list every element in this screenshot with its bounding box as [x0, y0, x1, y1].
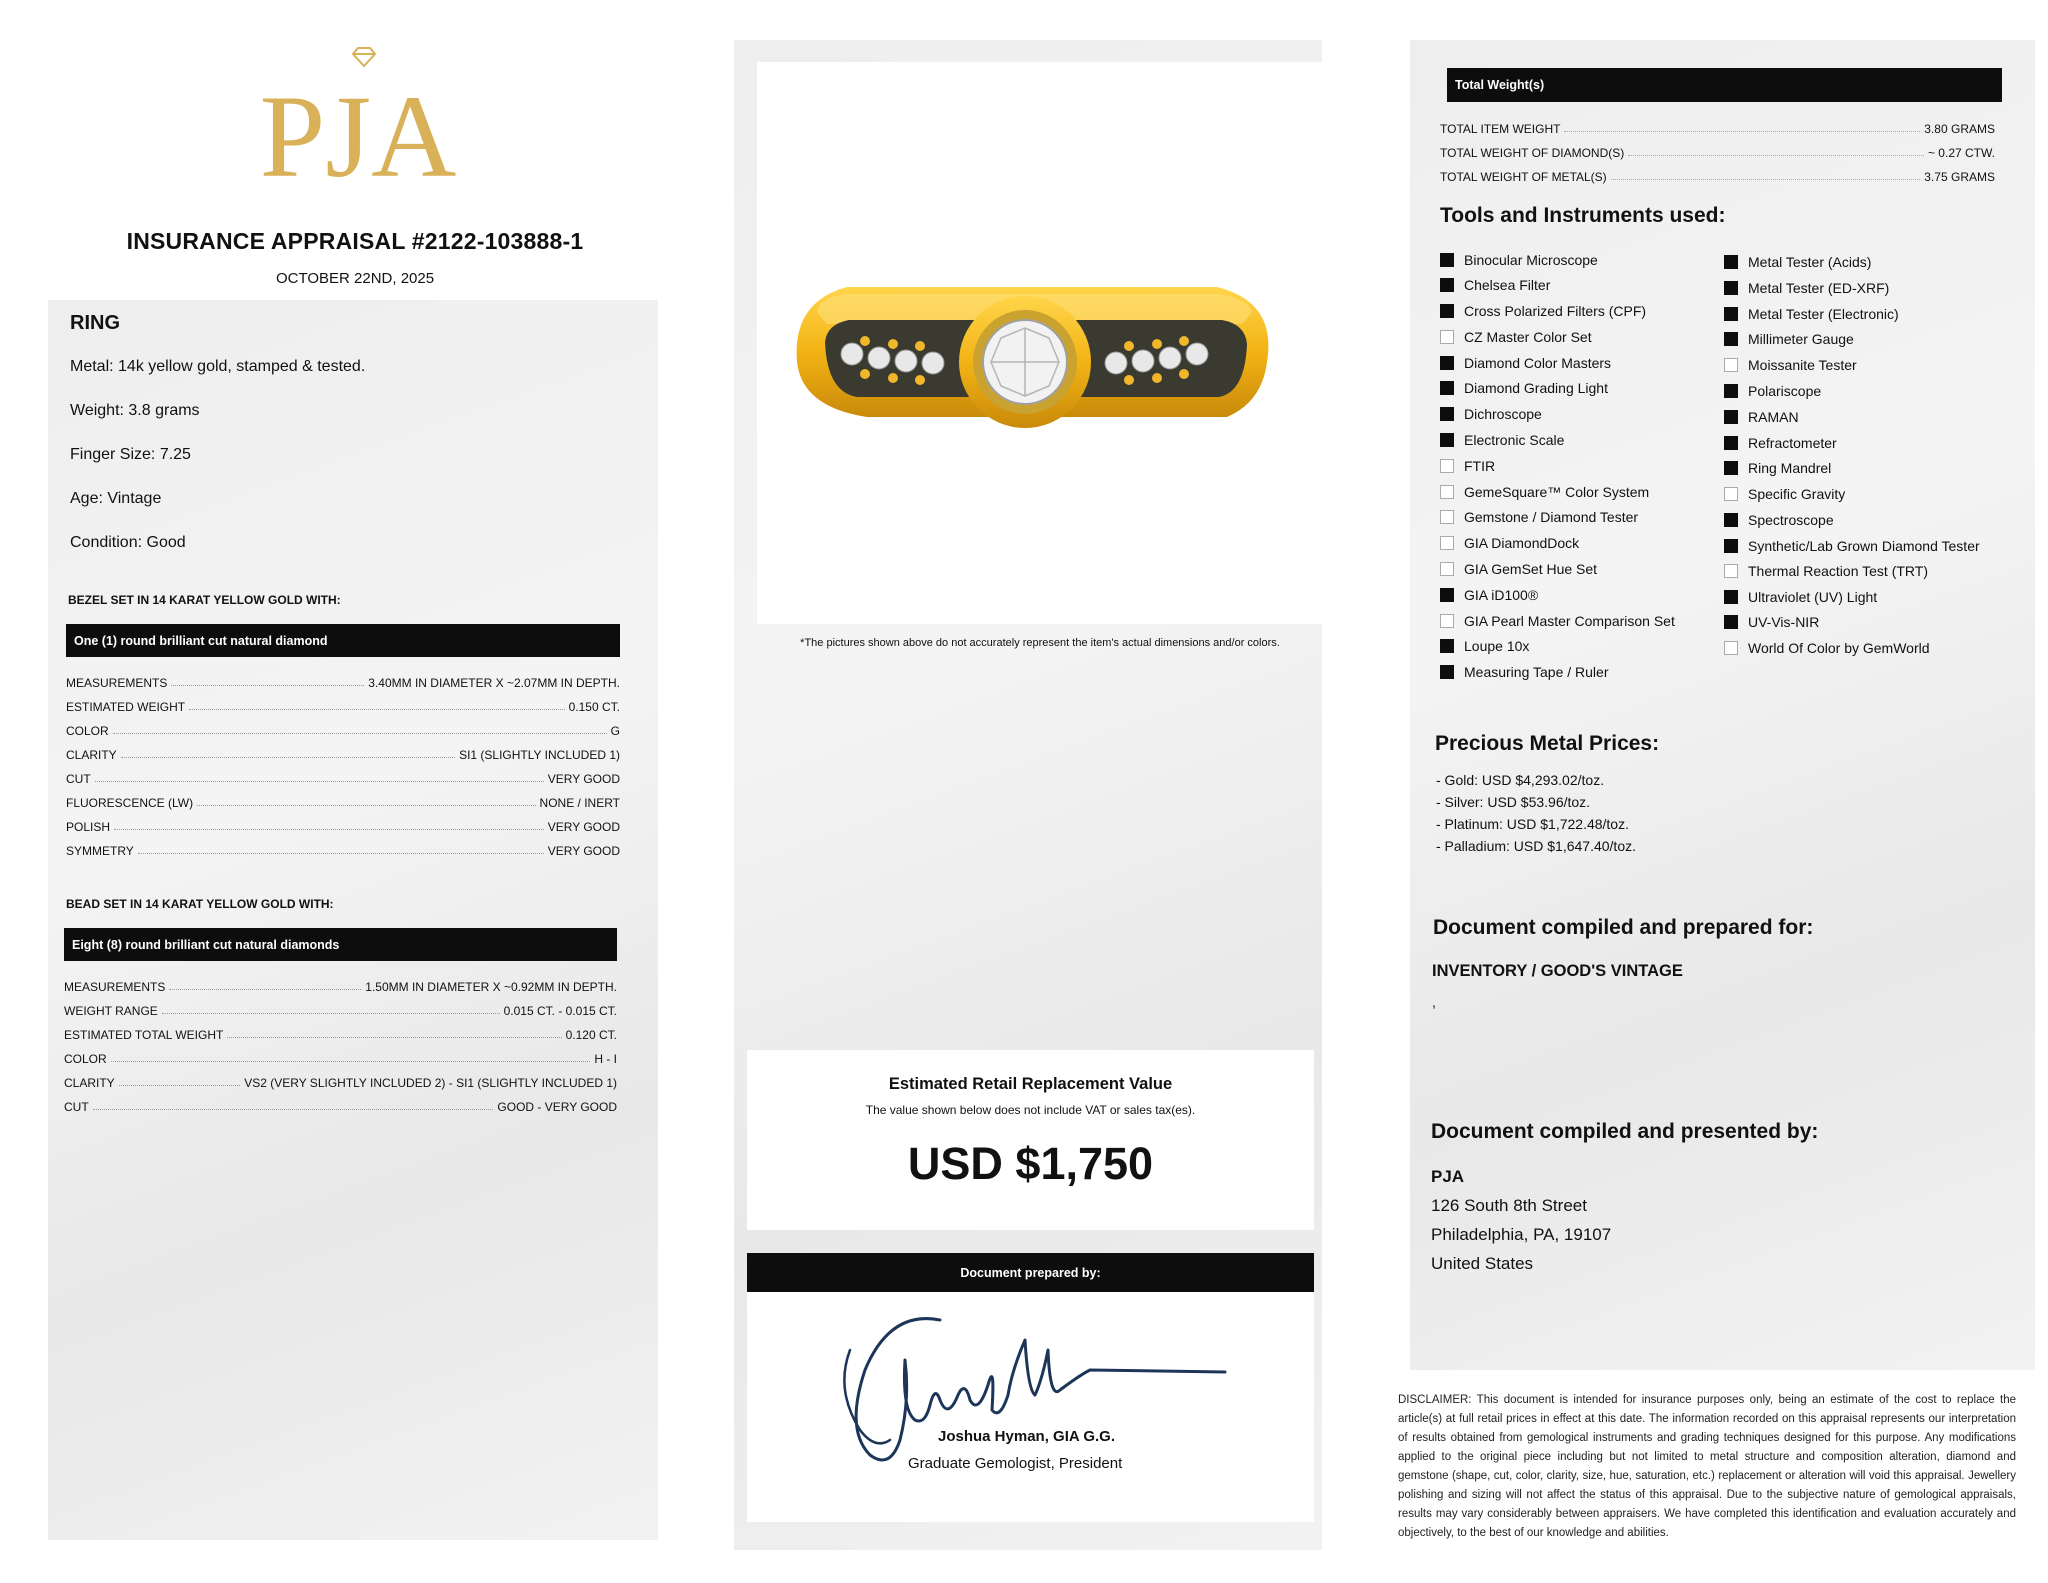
- tool-item: [1440, 484, 1649, 500]
- tool-label: Polariscope: [1748, 383, 1822, 399]
- checkbox-icon: [1440, 485, 1454, 499]
- checkbox-icon: [1440, 407, 1454, 421]
- tool-item: [1440, 252, 1598, 268]
- tool-label: GIA DiamondDock: [1464, 535, 1580, 551]
- tool-item: [1724, 331, 1854, 347]
- tool-label: Refractometer: [1748, 435, 1837, 451]
- checkbox-icon: [1440, 536, 1454, 550]
- tool-item: [1724, 254, 1871, 270]
- disclaimer-text: DISCLAIMER: This document is intended for insurance purposes only, being an estimate of the cost to replace the article(s) at full retail prices in effect at this date. The information recorded on this appraisal represents our interpretation of results obtained from gemological instruments and grading techniques designed for this purpose. Any modifications applied to the original piece including but not limited to metal structure and composition alteration, diamond and gemstone (shape, cut, color, clarity, size, hue, saturation, etc.) replacement or alteration will void this appraisal. Jewellery polishing and sizing will not affect the status of this appraisal. Due to the subjective nature of gemological appraisals, results may vary considerably between appraisers. We have completed this identification and evaluation accurately and objectively, to the best of our knowledge and abilities.: [1398, 1394, 2016, 1539]
- tool-label: Metal Tester (ED-XRF): [1748, 280, 1890, 296]
- tool-label: Moissanite Tester: [1748, 357, 1857, 373]
- spec-row: [66, 742, 620, 762]
- weight-value: 3.80 GRAMS: [1924, 122, 1995, 136]
- spec-value: G: [610, 724, 620, 738]
- checkbox-icon: [1440, 614, 1454, 628]
- tool-label: CZ Master Color Set: [1464, 329, 1592, 345]
- tool-label: Synthetic/Lab Grown Diamond Tester: [1748, 538, 1980, 554]
- checkbox-icon: [1724, 358, 1738, 372]
- spec-label: MEASUREMENTS: [66, 676, 168, 690]
- tool-label: UV-Vis-NIR: [1748, 614, 1820, 630]
- tool-label: Chelsea Filter: [1464, 277, 1551, 293]
- diamond-icon: [258, 44, 458, 184]
- spec-value: H - I: [594, 1052, 617, 1066]
- checkbox-icon: [1440, 562, 1454, 576]
- weight-label: TOTAL WEIGHT OF METAL(S): [1440, 170, 1607, 184]
- tool-label: Millimeter Gauge: [1748, 331, 1854, 347]
- checkbox-icon: [1724, 461, 1738, 475]
- checkbox-icon: [1440, 330, 1454, 344]
- tool-item: [1724, 306, 1899, 322]
- checkbox-icon: [1440, 639, 1454, 653]
- tool-item: [1724, 614, 1819, 630]
- spec-value: VERY GOOD: [547, 772, 620, 786]
- tool-item: [1440, 613, 1675, 629]
- checkbox-icon: [1724, 255, 1738, 269]
- prepared-for-title: Document compiled and prepared for:: [1433, 916, 1814, 939]
- company-name: PJA: [1431, 1167, 1465, 1186]
- spec-label: ESTIMATED TOTAL WEIGHT: [64, 1028, 224, 1042]
- tool-item: [1724, 538, 1980, 554]
- presented-by-title: Document compiled and presented by:: [1431, 1120, 1819, 1143]
- tool-item: [1440, 380, 1608, 396]
- address-street: 126 South 8th Street: [1431, 1196, 1587, 1215]
- tool-label: FTIR: [1464, 458, 1496, 474]
- tool-item: [1440, 638, 1529, 654]
- tool-label: Spectroscope: [1748, 512, 1834, 528]
- spec-row: [64, 974, 617, 994]
- spec-row: [66, 814, 620, 834]
- checkbox-icon: [1440, 665, 1454, 679]
- tool-label: World Of Color by GemWorld: [1748, 640, 1930, 656]
- spec-value: 0.150 CT.: [568, 700, 620, 714]
- tool-item: [1440, 355, 1611, 371]
- checkbox-icon: [1440, 510, 1454, 524]
- spec-label: ESTIMATED WEIGHT: [66, 700, 186, 714]
- tool-label: Gemstone / Diamond Tester: [1464, 509, 1639, 525]
- tool-item: [1724, 435, 1837, 451]
- tool-item: [1440, 329, 1592, 345]
- tool-label: Metal Tester (Electronic): [1748, 306, 1899, 322]
- tool-label: Ring Mandrel: [1748, 460, 1832, 476]
- side-stones-section-title: BEAD SET IN 14 KARAT YELLOW GOLD WITH:: [66, 897, 334, 911]
- spec-label: COLOR: [66, 724, 109, 738]
- tool-label: GIA iD100®: [1464, 587, 1539, 603]
- signature-image: [830, 1300, 1230, 1480]
- checkbox-icon: [1440, 304, 1454, 318]
- spec-row: [64, 1070, 617, 1090]
- spec-label: CLARITY: [64, 1076, 115, 1090]
- checkbox-icon: [1724, 307, 1738, 321]
- tool-label: Diamond Color Masters: [1464, 355, 1612, 371]
- checkbox-icon: [1724, 384, 1738, 398]
- tool-label: GIA Pearl Master Comparison Set: [1464, 613, 1675, 629]
- metal-price-gold: - Gold: USD $4,293.02/toz.: [1436, 772, 1605, 788]
- checkbox-icon: [1724, 436, 1738, 450]
- tool-item: [1724, 589, 1877, 605]
- tool-label: Metal Tester (Acids): [1748, 254, 1872, 270]
- tool-label: Measuring Tape / Ruler: [1464, 664, 1609, 680]
- spec-value: 3.40MM IN DIAMETER X ~2.07MM IN DEPTH.: [368, 676, 620, 690]
- spec-value: VERY GOOD: [547, 820, 620, 834]
- tool-item: [1440, 406, 1542, 422]
- spec-value: 0.015 CT. - 0.015 CT.: [503, 1004, 617, 1018]
- total-weights-bar: Total Weight(s): [1447, 68, 2002, 102]
- tool-label: Specific Gravity: [1748, 486, 1846, 502]
- tool-label: RAMAN: [1748, 409, 1799, 425]
- tool-item: [1440, 561, 1597, 577]
- spec-value: 0.120 CT.: [565, 1028, 617, 1042]
- ring-photo: [757, 62, 1323, 624]
- signer-name: Joshua Hyman, GIA G.G.: [938, 1428, 1115, 1445]
- pja-logo: [258, 44, 458, 184]
- spec-row: [64, 1094, 617, 1114]
- left-details-panel: [48, 300, 658, 1540]
- tool-label: Cross Polarized Filters (CPF): [1464, 303, 1647, 319]
- appraisal-date: OCTOBER 22ND, 2025: [275, 270, 435, 287]
- client-name: INVENTORY / GOOD'S VINTAGE: [1432, 962, 1683, 980]
- tool-item: [1724, 486, 1845, 502]
- attribute-metal: Metal: 14k yellow gold, stamped & tested.: [70, 358, 366, 375]
- tool-item: [1440, 303, 1646, 319]
- checkbox-icon: [1724, 590, 1738, 604]
- signer-title: Graduate Gemologist, President: [908, 1455, 1123, 1472]
- tool-item: [1724, 280, 1889, 296]
- tool-label: Ultraviolet (UV) Light: [1748, 589, 1878, 605]
- spec-row: [66, 694, 620, 714]
- spec-value: VERY GOOD: [547, 844, 620, 858]
- tool-item: [1724, 409, 1799, 425]
- spec-label: WEIGHT RANGE: [64, 1004, 158, 1018]
- attribute-age: Age: Vintage: [70, 490, 162, 507]
- checkbox-icon: [1724, 513, 1738, 527]
- spec-row: [66, 790, 620, 810]
- spec-value: GOOD - VERY GOOD: [497, 1100, 617, 1114]
- spec-label: POLISH: [66, 820, 111, 834]
- tool-item: [1440, 664, 1608, 680]
- tool-item: [1724, 460, 1831, 476]
- checkbox-icon: [1724, 487, 1738, 501]
- checkbox-icon: [1724, 410, 1738, 424]
- tools-title: Tools and Instruments used:: [1440, 204, 1726, 227]
- checkbox-icon: [1724, 539, 1738, 553]
- spec-row: [64, 1046, 617, 1066]
- tool-label: Electronic Scale: [1464, 432, 1565, 448]
- tool-item: [1440, 458, 1495, 474]
- checkbox-icon: [1440, 253, 1454, 267]
- spec-label: COLOR: [64, 1052, 107, 1066]
- tool-item: [1440, 587, 1538, 603]
- spec-label: CUT: [66, 772, 91, 786]
- spec-row: [66, 766, 620, 786]
- metal-price-palladium: - Palladium: USD $1,647.40/toz.: [1436, 838, 1636, 854]
- ring-illustration: [757, 62, 1323, 624]
- tool-item: [1724, 640, 1930, 656]
- checkbox-icon: [1724, 564, 1738, 578]
- photo-disclaimer: *The pictures shown above do not accurately represent the item's actual dimensions and/or colors.: [800, 637, 1280, 649]
- tool-label: Diamond Grading Light: [1464, 380, 1608, 396]
- tool-item: [1724, 357, 1857, 373]
- attribute-condition: Condition: Good: [70, 534, 186, 551]
- weight-value: 3.75 GRAMS: [1924, 170, 1995, 184]
- spec-label: MEASUREMENTS: [64, 980, 166, 994]
- checkbox-icon: [1440, 356, 1454, 370]
- address-city: Philadelphia, PA, 19107: [1431, 1225, 1612, 1244]
- weight-label: TOTAL WEIGHT OF DIAMOND(S): [1440, 146, 1625, 160]
- tool-label: GemeSquare™ Color System: [1464, 484, 1650, 500]
- prepared-by-bar: Document prepared by:: [747, 1253, 1314, 1292]
- spec-value: SI1 (SLIGHTLY INCLUDED 1): [459, 748, 620, 762]
- tool-item: [1440, 535, 1579, 551]
- spec-row: [64, 998, 617, 1018]
- spec-row: [66, 838, 620, 858]
- weight-value: ~ 0.27 CTW.: [1927, 146, 1995, 160]
- tool-label: Binocular Microscope: [1464, 252, 1598, 268]
- weight-row: [1440, 164, 1995, 184]
- checkbox-icon: [1440, 433, 1454, 447]
- tool-item: [1724, 383, 1821, 399]
- tool-label: Thermal Reaction Test (TRT): [1748, 563, 1928, 579]
- tool-item: [1440, 509, 1638, 525]
- tool-label: GIA GemSet Hue Set: [1464, 561, 1598, 577]
- spec-label: CLARITY: [66, 748, 117, 762]
- checkbox-icon: [1440, 381, 1454, 395]
- valuation-title: Estimated Retail Replacement Value: [888, 1075, 1173, 1093]
- logo-text: PJA: [259, 71, 457, 184]
- side-stones-bar: Eight (8) round brilliant cut natural diamonds: [64, 928, 617, 961]
- address-country: United States: [1431, 1254, 1534, 1273]
- metal-price-silver: - Silver: USD $53.96/toz.: [1436, 794, 1591, 810]
- spec-row: [66, 718, 620, 738]
- valuation-amount: USD $1,750: [907, 1138, 1154, 1189]
- attribute-finger-size: Finger Size: 7.25: [70, 446, 191, 463]
- attribute-weight: Weight: 3.8 grams: [70, 402, 200, 419]
- spec-label: CUT: [64, 1100, 89, 1114]
- checkbox-icon: [1440, 588, 1454, 602]
- spec-row: [64, 1022, 617, 1042]
- appraisal-title: INSURANCE APPRAISAL #2122-103888-1: [126, 228, 584, 254]
- checkbox-icon: [1724, 332, 1738, 346]
- tool-item: [1724, 512, 1834, 528]
- item-type: RING: [70, 312, 120, 334]
- tool-item: [1440, 432, 1564, 448]
- metal-prices-title: Precious Metal Prices:: [1435, 732, 1660, 755]
- spec-value: 1.50MM IN DIAMETER X ~0.92MM IN DEPTH.: [365, 980, 617, 994]
- checkbox-icon: [1724, 615, 1738, 629]
- spec-value: VS2 (VERY SLIGHTLY INCLUDED 2) - SI1 (SLIGHTLY INCLUDED 1): [244, 1076, 617, 1090]
- client-note: ,: [1432, 994, 1436, 1010]
- checkbox-icon: [1440, 278, 1454, 292]
- spec-label: SYMMETRY: [66, 844, 134, 858]
- checkbox-icon: [1440, 459, 1454, 473]
- tool-label: Dichroscope: [1464, 406, 1542, 422]
- tool-label: Loupe 10x: [1464, 638, 1530, 654]
- metal-price-platinum: - Platinum: USD $1,722.48/toz.: [1436, 816, 1629, 832]
- center-stone-section-title: BEZEL SET IN 14 KARAT YELLOW GOLD WITH:: [68, 593, 341, 607]
- right-panel: [1410, 40, 2035, 1370]
- spec-label: FLUORESCENCE (LW): [66, 796, 194, 810]
- spec-row: [66, 670, 620, 690]
- checkbox-icon: [1724, 641, 1738, 655]
- weight-row: [1440, 116, 1995, 136]
- weight-row: [1440, 140, 1995, 160]
- center-stone-bar: One (1) round brilliant cut natural diamond: [66, 624, 620, 657]
- weight-label: TOTAL ITEM WEIGHT: [1440, 122, 1561, 136]
- checkbox-icon: [1724, 281, 1738, 295]
- tool-item: [1724, 563, 1928, 579]
- valuation-subtitle: The value shown below does not include VAT or sales tax(es).: [865, 1103, 1196, 1117]
- tool-item: [1440, 277, 1550, 293]
- spec-value: NONE / INERT: [539, 796, 620, 810]
